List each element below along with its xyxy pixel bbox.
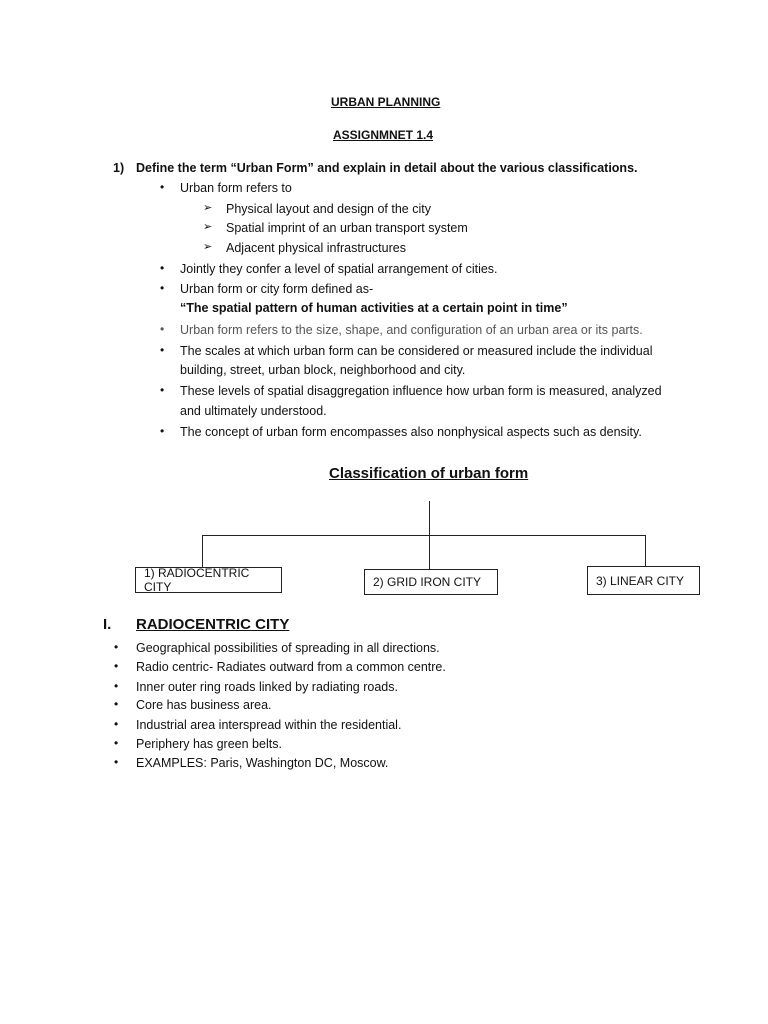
radiocentric-item: Industrial area interspread within the residential.: [136, 718, 402, 732]
box-grid-iron-label: 2) GRID IRON CITY: [373, 575, 482, 589]
bullet-icon: •: [114, 717, 119, 731]
arrow-bullet-icon: ➢: [203, 221, 213, 233]
bullet-icon: •: [160, 281, 165, 295]
box-linear-label: 3) LINEAR CITY: [596, 573, 685, 588]
bullet-nonphysical: The concept of urban form encompasses also nonphysical aspects such as density.: [180, 425, 642, 439]
connector-vertical-main: [429, 501, 430, 535]
radiocentric-item: Radio centric- Radiates outward from a common centre.: [136, 660, 446, 674]
box-radiocentric-label: 1) RADIOCENTRIC CITY: [144, 566, 250, 594]
radiocentric-item: Geographical possibilities of spreading in all directions.: [136, 641, 440, 655]
box-radiocentric: [135, 567, 282, 593]
bullet-icon: •: [160, 383, 165, 397]
bullet-scales-line2: building, street, urban block, neighborhood and city.: [180, 363, 466, 377]
question-text: Define the term “Urban Form” and explain in detail about the various classifications.: [136, 161, 638, 175]
bullet-defined-as: Urban form or city form defined as-: [180, 282, 374, 296]
assignment-title: ASSIGNMNET 1.4: [333, 128, 434, 142]
radiocentric-item: Core has business area.: [136, 698, 272, 712]
bullet-urban-form-refers: Urban form refers to: [180, 181, 292, 195]
connector-right: [645, 535, 646, 566]
bullet-icon: •: [160, 424, 165, 438]
connector-left: [202, 535, 203, 567]
bullet-icon: •: [114, 736, 119, 750]
bullet-icon: •: [114, 640, 119, 654]
definition-quote: “The spatial pattern of human activities at a certain point in time”: [180, 301, 568, 315]
connector-middle: [429, 535, 430, 569]
bullet-scales-line1: The scales at which urban form can be considered or measured include the individual: [180, 344, 653, 358]
bullet-size-shape: Urban form refers to the size, shape, and configuration of an urban area or its parts.: [180, 323, 643, 337]
sub-bullet-spatial-imprint: Spatial imprint of an urban transport system: [226, 221, 468, 235]
bullet-icon: •: [160, 343, 165, 357]
bullet-icon: •: [160, 322, 165, 336]
connector-horizontal: [202, 535, 646, 536]
radiocentric-item: Periphery has green belts.: [136, 737, 282, 751]
bullet-icon: •: [114, 659, 119, 673]
bullet-icon: •: [114, 679, 119, 693]
radiocentric-item: Inner outer ring roads linked by radiating roads.: [136, 680, 398, 694]
classification-title: Classification of urban form: [329, 465, 529, 482]
bullet-jointly: Jointly they confer a level of spatial arrangement of cities.: [180, 262, 498, 276]
document-title: URBAN PLANNING: [331, 95, 441, 109]
box-grid-iron: [364, 569, 498, 595]
bullet-levels-line2: and ultimately understood.: [180, 404, 327, 418]
bullet-icon: •: [114, 755, 119, 769]
bullet-icon: •: [114, 697, 119, 711]
bullet-icon: •: [160, 261, 165, 275]
sub-bullet-physical-layout: Physical layout and design of the city: [226, 202, 431, 216]
section-heading: RADIOCENTRIC CITY: [136, 616, 290, 633]
arrow-bullet-icon: ➢: [203, 202, 213, 214]
bullet-levels-line1: These levels of spatial disaggregation influence how urban form is measured, analyzed: [180, 384, 662, 398]
box-linear: [587, 566, 700, 595]
bullet-icon: •: [160, 180, 165, 194]
sub-bullet-infrastructures: Adjacent physical infrastructures: [226, 241, 406, 255]
arrow-bullet-icon: ➢: [203, 241, 213, 253]
radiocentric-item: EXAMPLES: Paris, Washington DC, Moscow.: [136, 756, 389, 770]
question-number: 1): [113, 161, 125, 175]
section-numeral: I.: [103, 616, 112, 633]
